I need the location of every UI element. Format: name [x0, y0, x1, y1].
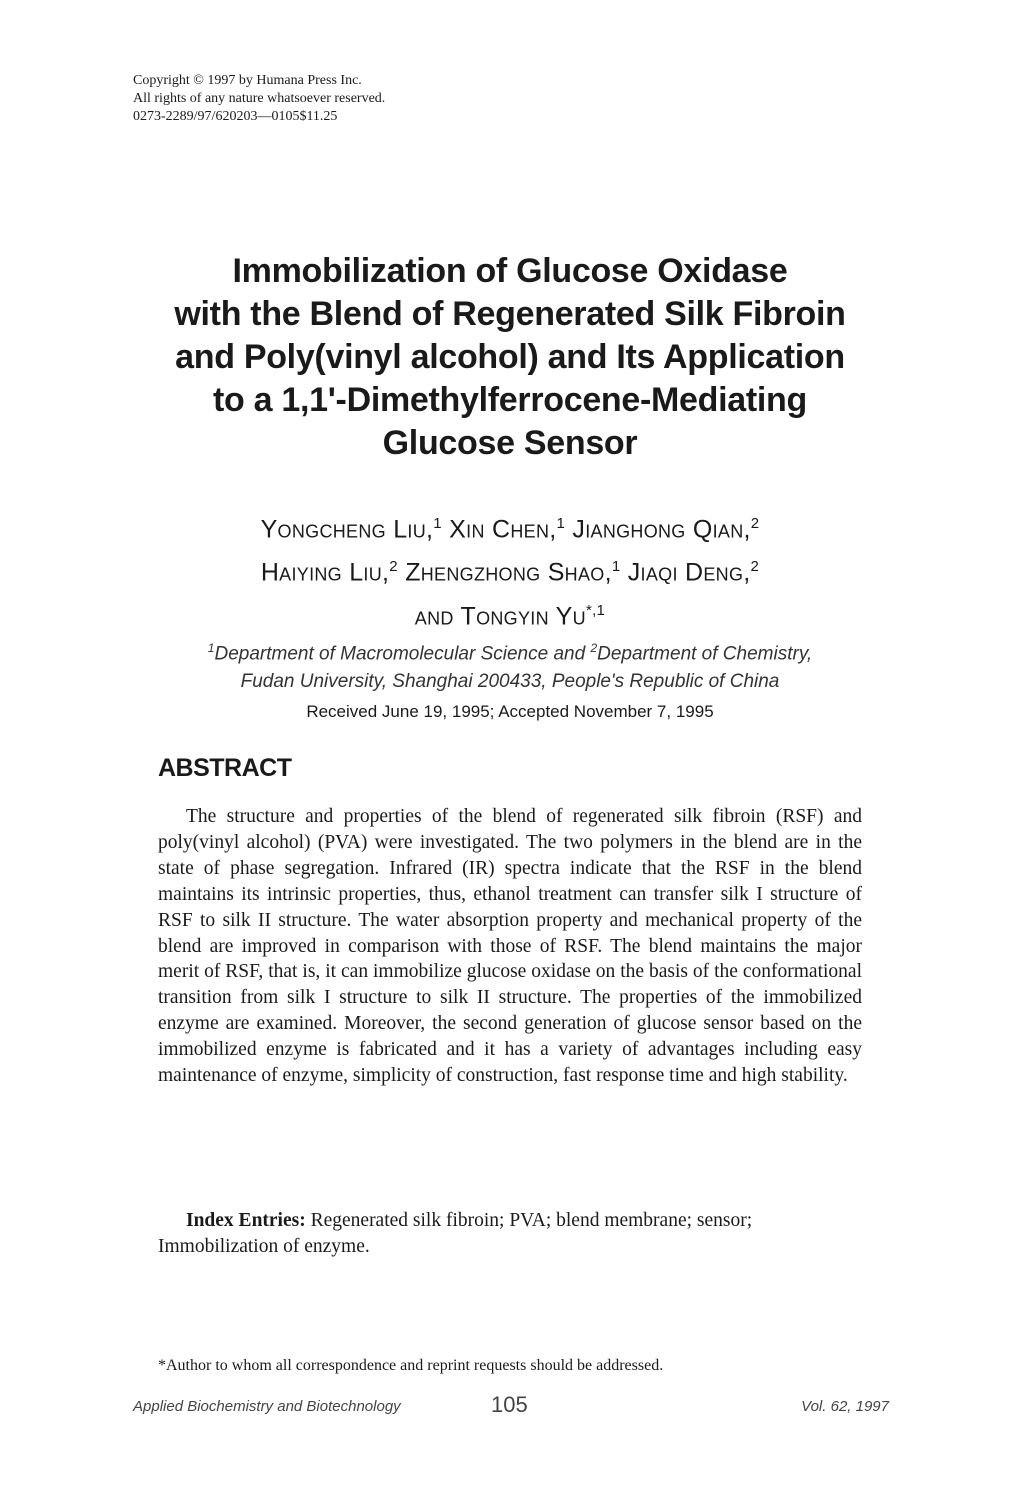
- index-entries: [158, 1208, 862, 1260]
- affiliation-line: Fudan University, Shanghai 200433, People's Republic of China: [240, 671, 780, 693]
- department: Department of Chemistry,: [597, 643, 813, 665]
- author-affiliation-mark: 1: [611, 558, 621, 576]
- affiliation-mark: 1: [207, 641, 215, 655]
- affiliation-block: [100, 634, 920, 696]
- author-line: [100, 548, 920, 591]
- author-line: [100, 505, 920, 548]
- author-name: Jianghong Qian,: [572, 515, 751, 544]
- author-name: Haiying Liu,: [260, 558, 390, 587]
- index-entries-text: Regenerated silk fibroin; PVA; blend membrane; sensor; Immobilization of enzyme.: [158, 1210, 753, 1257]
- page-number: 105: [491, 1392, 528, 1417]
- author-affiliation-mark: *,1: [585, 601, 606, 619]
- department: Department of Macromolecular Science and: [214, 643, 591, 665]
- affiliation-line: [100, 634, 920, 668]
- title-line: and Poly(vinyl alcohol) and Its Application: [175, 338, 845, 376]
- author-affiliation-mark: 1: [433, 515, 442, 532]
- abstract-text: The structure and properties of the blend of regenerated silk fibroin (RSF) and poly(vinyl alcohol) (PVA) were investigated. The two polymers in the blend are in the state of phase segregation. Infrared (IR) spectra indicate that the RSF in the blend maintains its intrinsic properties, thus, ethanol treatment can transfer silk I structure of RSF to silk II structure. The water absorption property and mechanical property of the blend are improved in comparison with those of RSF. The blend maintains the major merit of RSF, that is, it can immobilize glucose oxidase on the basis of the conformational transition from silk I structure to silk II structure. The properties of the immobilized enzyme are examined. Moreover, the second generation of glucose sensor based on the immobilized enzyme is fabricated and it has a variety of advantages including easy maintenance of enzyme, simplicity of construction, fast response time and high stability.: [158, 806, 862, 1087]
- issn-line: 0273-2289/97/620203—0105$11.25: [133, 109, 338, 124]
- title-line: to a 1,1'-Dimethylferrocene-Mediating: [213, 381, 807, 419]
- title-line: Immobilization of Glucose Oxidase: [232, 252, 788, 290]
- author-name: Yongcheng Liu,: [260, 515, 434, 544]
- author-line: [100, 592, 920, 635]
- correspondence-footnote: *Author to whom all correspondence and reprint requests should be addressed.: [158, 1357, 664, 1374]
- author-name: Xin Chen,: [449, 515, 557, 544]
- title-line: Glucose Sensor: [382, 424, 638, 462]
- volume-info: Vol. 62, 1997: [801, 1398, 889, 1415]
- received-dates: Received June 19, 1995; Accepted November 7, 1995: [306, 702, 714, 721]
- author-name: and Tongyin Yu: [414, 601, 586, 630]
- author-affiliation-mark: 2: [750, 558, 760, 576]
- copyright-line: Copyright © 1997 by Humana Press Inc.: [133, 73, 362, 88]
- author-name: Jiaqi Deng,: [627, 558, 751, 587]
- author-name: Zhengzhong Shao,: [405, 558, 612, 587]
- author-list: [100, 505, 920, 635]
- title-line: with the Blend of Regenerated Silk Fibroin: [174, 295, 846, 333]
- copyright-block: [133, 72, 385, 126]
- author-affiliation-mark: 2: [389, 558, 398, 576]
- rights-line: All rights of any nature whatsoever reserved.: [133, 91, 386, 106]
- paper-title: [100, 250, 920, 465]
- page-footer: [133, 1392, 889, 1422]
- author-affiliation-mark: 2: [750, 515, 760, 532]
- abstract-heading: ABSTRACT: [158, 754, 292, 782]
- affiliation-mark: 2: [590, 641, 598, 655]
- journal-name: Applied Biochemistry and Biotechnology: [133, 1398, 401, 1415]
- author-affiliation-mark: 1: [556, 515, 566, 532]
- index-entries-label: Index Entries:: [186, 1210, 306, 1231]
